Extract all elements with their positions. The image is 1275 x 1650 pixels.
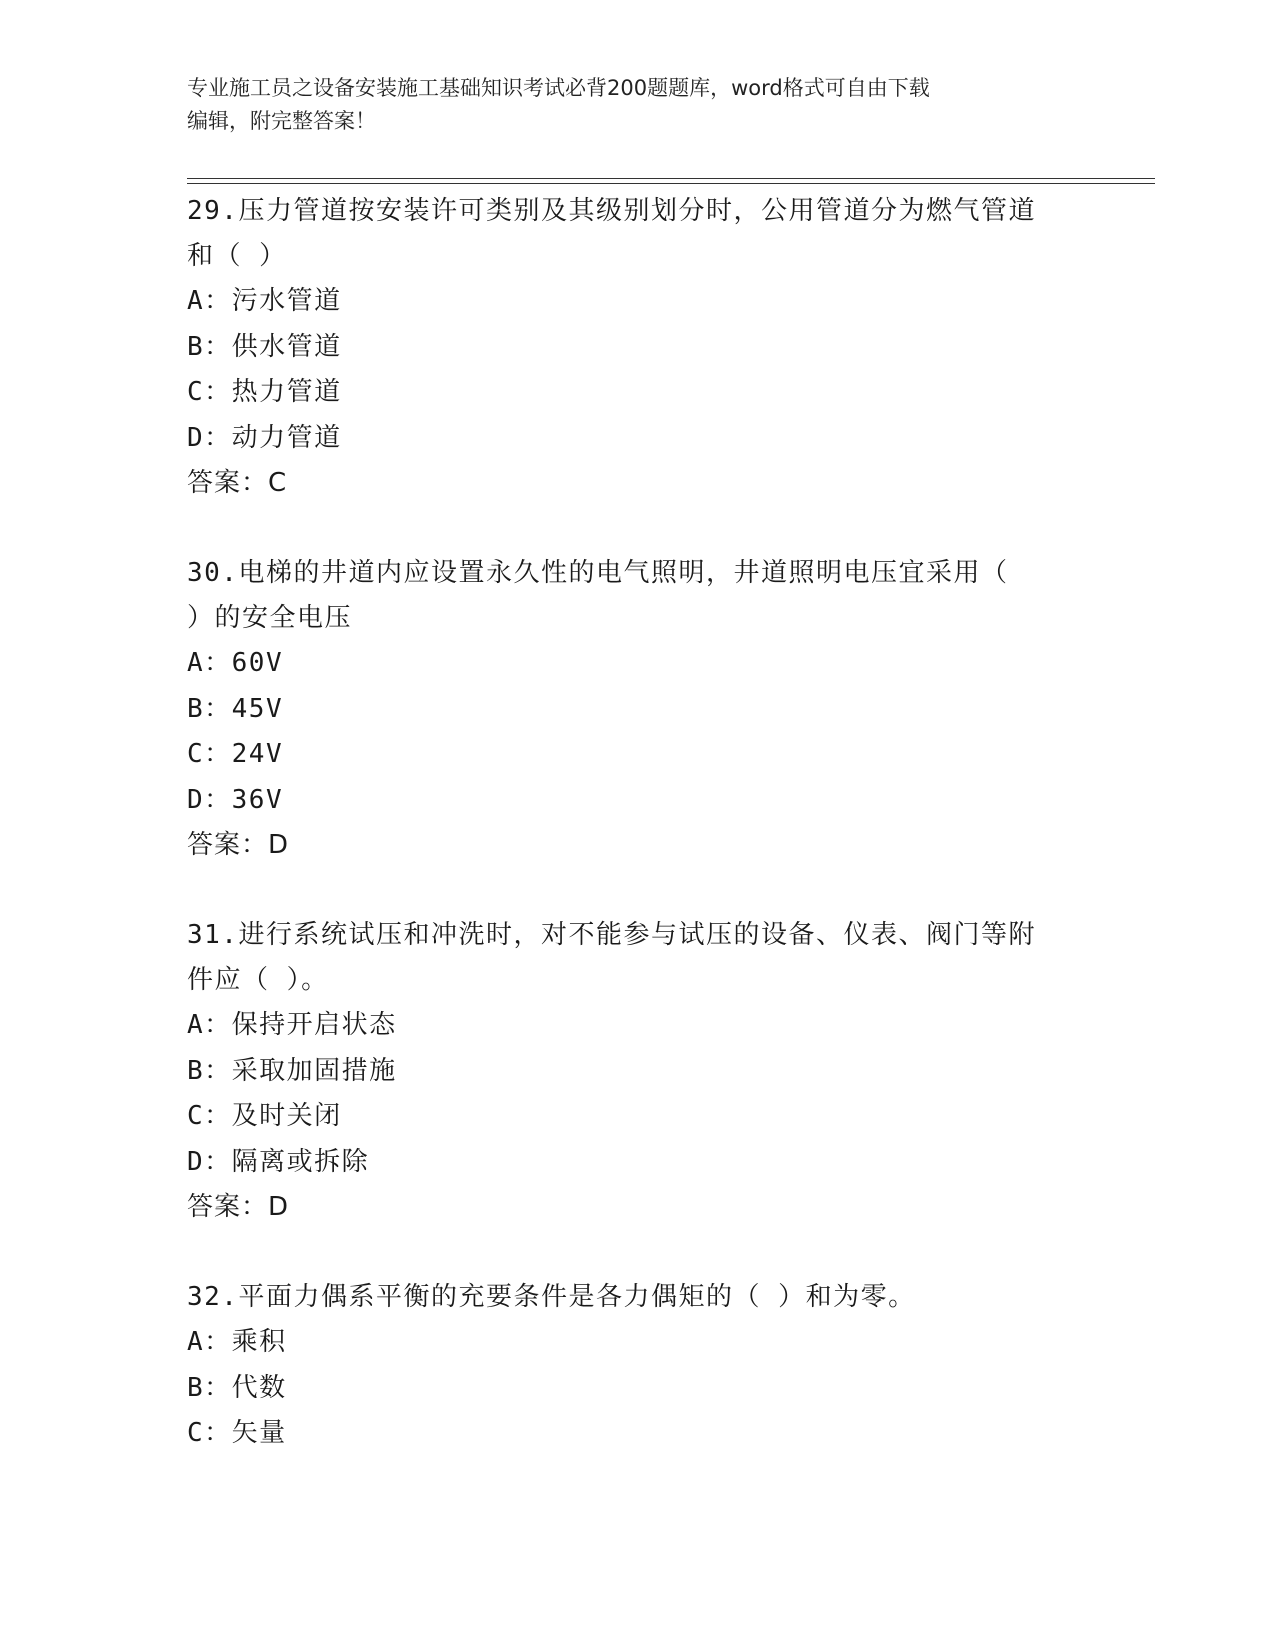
option-a: A：保持开启状态 (187, 1010, 397, 1040)
question-stem-line: 件应（ ）。 (187, 965, 329, 995)
option-c: C：24V (187, 739, 284, 769)
answer-line: 答案：D (187, 1192, 290, 1222)
option-b: B：采取加固措施 (187, 1055, 397, 1086)
question-spacer (187, 868, 1087, 913)
header-divider-bottom (187, 183, 1155, 184)
option-a: A：乘积 (187, 1327, 287, 1357)
option-d: D：隔离或拆除 (187, 1146, 370, 1177)
question-29 (187, 189, 1087, 506)
header-line-1: 专业施工员之设备安装施工基础知识考试必背200题题库，word格式可自由下载 (187, 76, 930, 100)
question-stem-line: 和（ ） (187, 241, 287, 271)
option-d: D：36V (187, 784, 284, 815)
question-spacer (187, 506, 1087, 551)
question-stem-line: 32.平面力偶系平衡的充要条件是各力偶矩的（ ）和为零。 (187, 1282, 916, 1312)
question-32 (187, 1275, 1087, 1457)
question-31 (187, 913, 1087, 1230)
option-c: C：热力管道 (187, 377, 342, 407)
question-spacer (187, 1230, 1087, 1275)
question-30 (187, 551, 1087, 868)
option-b: B：供水管道 (187, 331, 342, 362)
option-b: B：45V (187, 693, 284, 724)
option-c: C：矢量 (187, 1418, 287, 1448)
document-header (187, 72, 1087, 138)
option-b: B：代数 (187, 1372, 287, 1403)
option-a: A：污水管道 (187, 286, 342, 316)
question-stem-line: 31.进行系统试压和冲洗时，对不能参与试压的设备、仪表、阀门等附 (187, 920, 1036, 950)
option-d: D：动力管道 (187, 422, 342, 453)
header-line-2: 编辑，附完整答案！ (187, 109, 376, 133)
question-stem-line: ）的安全电压 (187, 603, 353, 633)
option-c: C：及时关闭 (187, 1101, 342, 1131)
header-divider-top (187, 178, 1155, 179)
question-list (187, 189, 1087, 1457)
answer-line: 答案：D (187, 830, 290, 860)
question-stem-line: 30.电梯的井道内应设置永久性的电气照明，井道照明电压宜采用（ (187, 558, 1009, 588)
option-a: A：60V (187, 648, 284, 678)
question-stem-line: 29.压力管道按安装许可类别及其级别划分时，公用管道分为燃气管道 (187, 196, 1036, 226)
answer-line: 答案：C (187, 468, 288, 498)
